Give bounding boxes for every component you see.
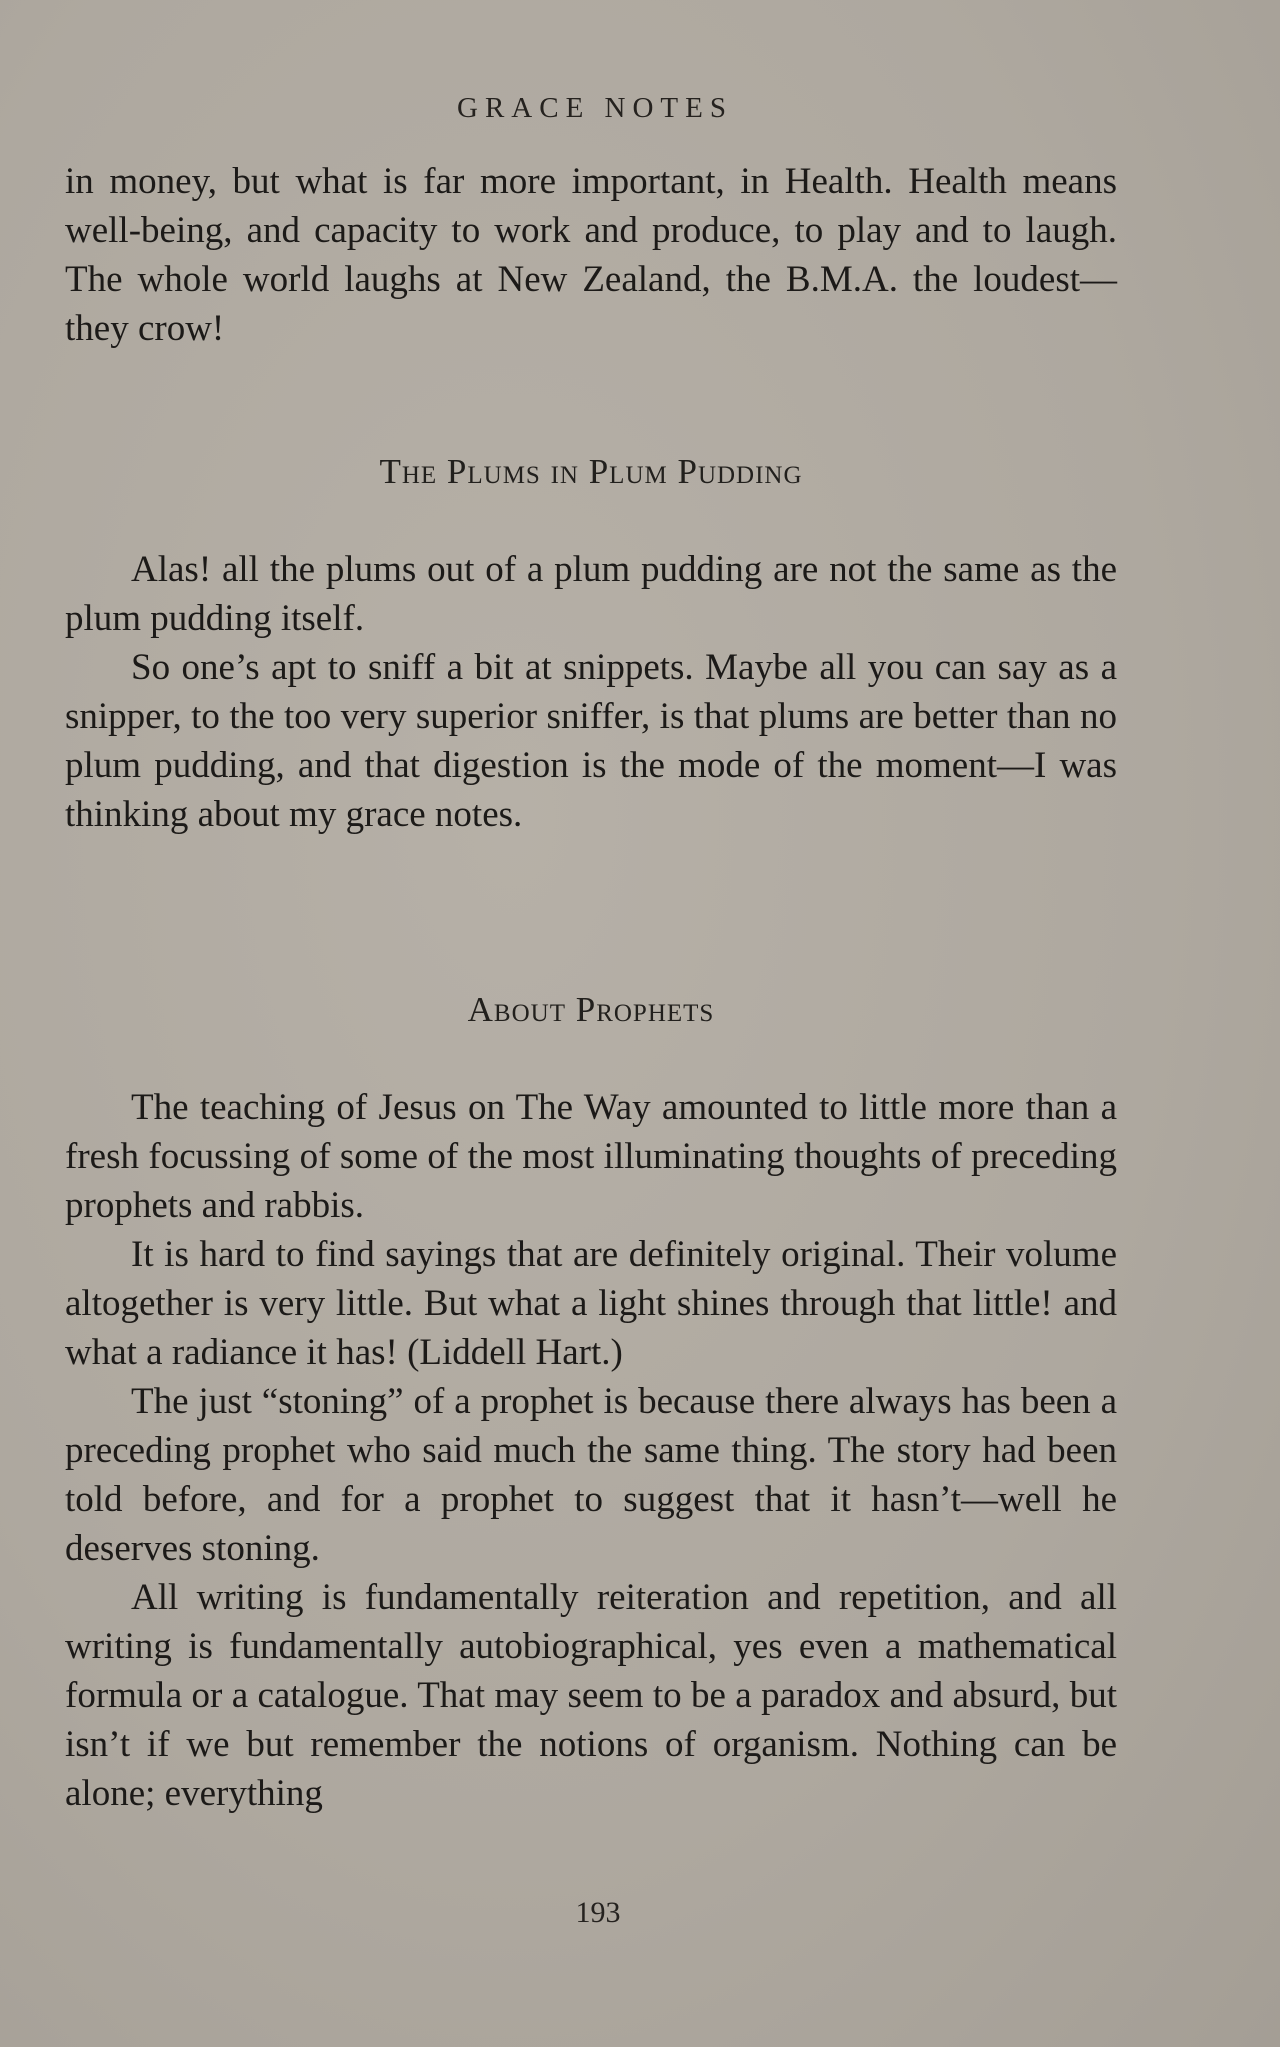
paragraph: in money, but what is far more important, in Health. Health means well-being, and capacity to work and produce, to play and to laugh. The whole world laughs at New Zealand, the B.M.A. the loudest—they crow! xyxy=(65,161,1117,349)
page-number: 193 xyxy=(575,1896,621,1929)
paragraph: Alas! all the plums out of a plum pudding are not the same as the plum pudding itself. xyxy=(65,549,1117,639)
running-head: GRACE NOTES xyxy=(457,92,733,124)
paragraph: The teaching of Jesus on The Way amounted to little more than a fresh focussing of some of the most illuminating thoughts of preceding prophets and rabbis. xyxy=(65,1087,1117,1226)
section-heading-plums: The Plums in Plum Pudding xyxy=(379,452,803,491)
paragraph: So one’s apt to sniff a bit at snippets. Maybe all you can say as a snipper, to the too very superior sniffer, is that plums are better than no plum pudding, and that digestion is the mode of the moment—I was thinking about my grace notes. xyxy=(65,647,1117,835)
paragraph: It is hard to find sayings that are definitely original. Their volume altogether is very little. But what a light shines through that little! and what a radiance it has! (Liddell Hart.) xyxy=(65,1234,1117,1373)
paragraph: The just “stoning” of a prophet is because there always has been a preceding prophet who said much the same thing. The story had been told before, and for a prophet to suggest that it hasn’t—well he deserves stoning. xyxy=(65,1381,1117,1569)
paragraph: All writing is fundamentally reiteration and repetition, and all writing is fundamentally autobiographical, yes even a mathematical formula or a catalogue. That may seem to be a paradox and absurd, but isn’t if we but remember the notions of organism. Nothing can be alone; everything xyxy=(65,1577,1117,1814)
opening-text xyxy=(65,157,1117,353)
section-heading-prophets: About Prophets xyxy=(467,990,715,1029)
section-body-prophets xyxy=(65,1083,1117,1818)
section-body-plums xyxy=(65,545,1117,839)
